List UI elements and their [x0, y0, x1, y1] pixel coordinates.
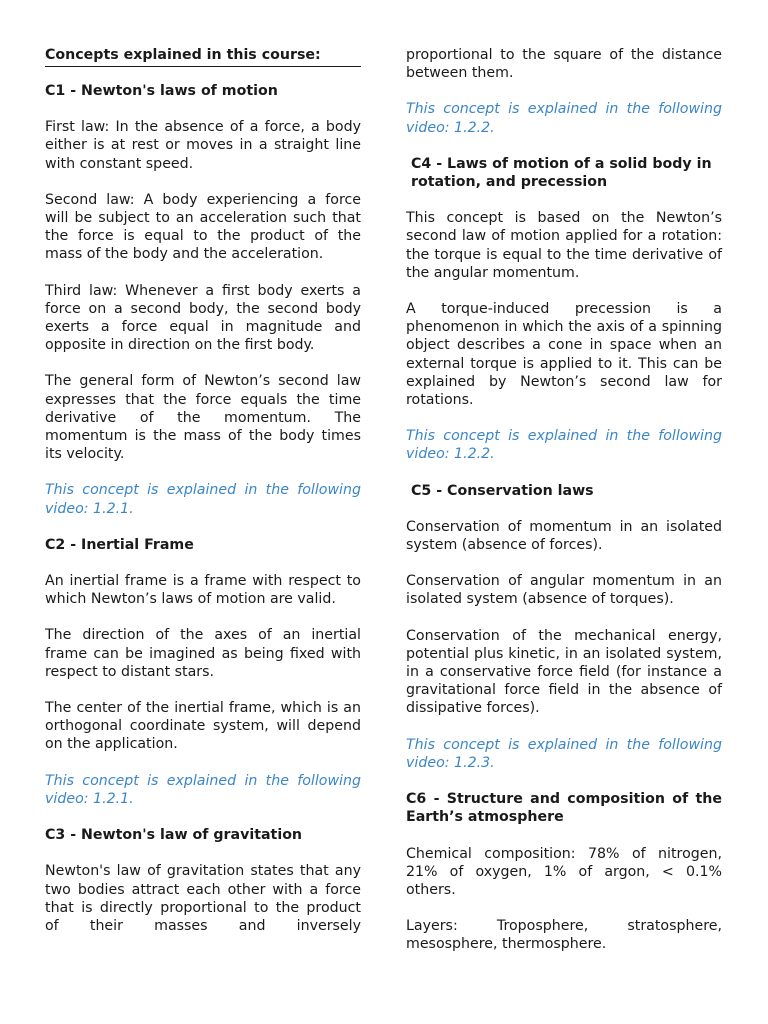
- c2-frame-center: The center of the inertial frame, which is an orthogonal coordinate system, will depend on the application.: [45, 700, 361, 753]
- c2-heading: C2 - Inertial Frame: [45, 536, 194, 553]
- c4-video-reference: This concept is explained in the following video: 1.2.2.: [406, 428, 722, 463]
- c5-heading: C5 - Conservation laws: [411, 482, 594, 499]
- c3-heading: C3 - Newton's law of gravitation: [45, 827, 303, 844]
- c3-video-reference: This concept is explained in the following video: 1.2.2.: [406, 101, 722, 136]
- c3-gravitation-continued: proportional to the square of the distance between them.: [406, 47, 722, 82]
- c2-axes-direction: The direction of the axes of an inertial frame can be imagined as being fixed with respect to distant stars.: [45, 627, 361, 680]
- right-column: [406, 0, 722, 954]
- c5-momentum: Conservation of momentum in an isolated system (absence of forces).: [406, 518, 722, 554]
- c4-precession-text: A torque-induced precession is a phenomenon in which the axis of a spinning object describes a cone in space when an external torque is applied to it. This can be explained by Newton’s second law for rotations.: [406, 301, 722, 409]
- c6-heading: C6 - Structure and composition of the Earth’s atmosphere: [406, 791, 722, 826]
- c6-chemical-composition: Chemical composition: 78% of nitrogen, 21% of oxygen, 1% of argon, < 0.1% others.: [406, 845, 722, 898]
- c3-gravitation-text: Newton's law of gravitation states that any two bodies attract each other with a force that is directly proportional to the product of their masses and inversely: [45, 863, 361, 934]
- c1-heading: C1 - Newton's laws of motion: [45, 83, 278, 99]
- c2-definition: An inertial frame is a frame with respect to which Newton’s laws of motion are valid.: [45, 573, 361, 608]
- c1-general-form: The general form of Newton’s second law expresses that the force equals the time derivative of the momentum. The momentum is the mass of the body times its velocity.: [45, 373, 361, 463]
- c5-angular-momentum: Conservation of angular momentum in an isolated system (absence of torques).: [406, 573, 722, 608]
- c1-first-law: First law: In the absence of a force, a body either is at rest or moves in a straight line with constant speed.: [45, 119, 361, 172]
- c5-video-reference: This concept is explained in the following video: 1.2.3.: [406, 736, 722, 771]
- left-column: [45, 0, 361, 935]
- c1-video-reference: This concept is explained in the following video: 1.2.1.: [45, 482, 361, 517]
- c2-video-reference: This concept is explained in the following video: 1.2.1.: [45, 772, 361, 807]
- c4-heading: C4 - Laws of motion of a solid body in rotation, and precession: [411, 155, 712, 191]
- c6-layers: Layers: Troposphere, stratosphere, mesosphere, thermosphere.: [406, 918, 722, 953]
- c1-second-law: Second law: A body experiencing a force will be subject to an acceleration such that the force is equal to the product of the mass of the body and the acceleration.: [45, 191, 361, 263]
- c1-third-law: Third law: Whenever a first body exerts a force on a second body, the second body exerts a force equal in magnitude and opposite in direction on the first body.: [45, 282, 361, 354]
- course-concepts-title: Concepts explained in this course:: [45, 46, 361, 67]
- c5-mechanical-energy: Conservation of the mechanical energy, potential plus kinetic, in an isolated system, in a conservative force field (for instance a gravitational force field in the absence of dissipative forces).: [406, 627, 722, 717]
- c4-torque-text: This concept is based on the Newton’s second law of motion applied for a rotation: the torque is equal to the time derivative of the angular momentum.: [406, 210, 722, 281]
